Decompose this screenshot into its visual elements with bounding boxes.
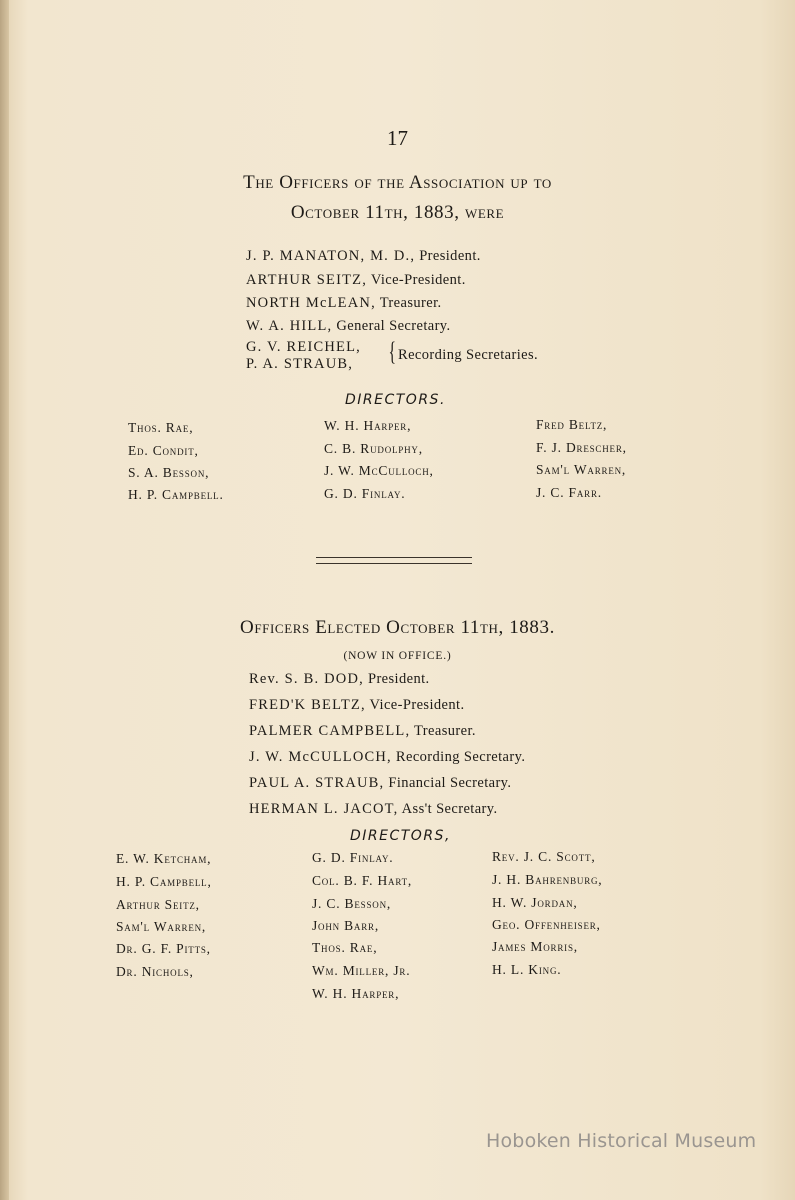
recording-secretary-name	[246, 339, 361, 356]
officer-role: Financial Secretary.	[388, 775, 512, 791]
directors-label: DIRECTORS.	[345, 392, 446, 408]
director-name: H. W. Jordan,	[492, 895, 578, 910]
director-name: H. P. Campbell,	[116, 874, 212, 889]
director-name: Geo. Offenheiser,	[492, 917, 601, 932]
director-name: C. B. Rudolphy,	[324, 441, 423, 456]
officer-role: Treasurer.	[379, 295, 442, 311]
director-name: J. C. Besson,	[312, 896, 392, 911]
recording-secretary-name	[246, 356, 353, 373]
officer-role: Vice-President.	[369, 697, 465, 713]
director-name: Thos. Rae,	[312, 940, 378, 955]
officer-role: General Secretary.	[336, 318, 451, 334]
director-name: Fred Beltz,	[536, 417, 608, 432]
officer-name: PALMER CAMPBELL,	[249, 723, 411, 739]
director-name: H. P. Campbell.	[128, 487, 224, 502]
directors-label: DIRECTORS,	[350, 828, 451, 844]
officer-row	[246, 272, 466, 289]
director-name: Sam'l Warren,	[536, 462, 627, 477]
officer-row	[249, 671, 430, 688]
officer-name: NORTH McLEAN,	[246, 295, 376, 311]
officer-row	[249, 723, 476, 740]
officer-name: J. P. MANATON, M. D.,	[246, 248, 416, 264]
director-name: J. H. Bahrenburg,	[492, 872, 603, 887]
officer-role: Vice-President.	[370, 272, 466, 288]
officer-name: HERMAN L. JACOT,	[249, 801, 399, 817]
divider-rule	[316, 563, 472, 564]
director-name: Sam'l Warren,	[116, 919, 207, 934]
section2-heading: Officers Elected October 11th, 1883.	[240, 617, 555, 638]
officer-name: J. W. McCULLOCH,	[249, 749, 392, 765]
officer-name: W. A. HILL,	[246, 318, 333, 334]
section1-heading-line1: The Officers of the Association up to	[243, 172, 552, 193]
museum-watermark: Hoboken Historical Museum	[486, 1130, 757, 1152]
officer-row	[246, 295, 442, 312]
director-name: Arthur Seitz,	[116, 897, 200, 912]
director-name: Ed. Condit,	[128, 443, 199, 458]
officer-role: Ass't Secretary.	[401, 801, 498, 817]
officer-name: P. A. STRAUB,	[246, 356, 354, 372]
officer-name: PAUL A. STRAUB,	[249, 775, 385, 791]
director-name: G. D. Finlay.	[324, 486, 406, 501]
officer-row	[246, 248, 481, 265]
director-name: Col. B. F. Hart,	[312, 873, 413, 888]
director-name: J. W. McCulloch,	[324, 463, 434, 478]
officer-role: President.	[419, 248, 481, 264]
divider-rule	[316, 557, 472, 558]
director-name: John Barr,	[312, 918, 380, 933]
recording-secretaries-role: Recording Secretaries.	[398, 347, 539, 363]
director-name: Rev. J. C. Scott,	[492, 849, 596, 864]
director-name: W. H. Harper,	[324, 418, 412, 433]
director-name: Thos. Rae,	[128, 420, 194, 435]
officer-role: Treasurer.	[414, 723, 476, 739]
officer-role: Recording Secretary.	[395, 749, 526, 765]
director-name: H. L. King.	[492, 962, 562, 977]
director-name: F. J. Drescher,	[536, 440, 627, 455]
director-name: James Morris,	[492, 939, 578, 954]
director-name: S. A. Besson,	[128, 465, 210, 480]
section1-heading-line2: October 11th, 1883, were	[290, 202, 505, 223]
director-name: G. D. Finlay.	[312, 850, 394, 865]
officer-name: ARTHUR SEITZ,	[246, 272, 368, 288]
director-name: Wm. Miller, Jr.	[312, 963, 411, 978]
officer-row	[246, 318, 451, 335]
director-name: W. H. Harper,	[312, 986, 400, 1001]
officer-role: President.	[367, 671, 430, 687]
officer-row	[249, 749, 525, 766]
brace-icon: {	[388, 337, 396, 366]
director-name: Dr. Nichols,	[116, 964, 194, 979]
officer-row	[249, 697, 464, 714]
officer-name: Rev. S. B. DOD,	[249, 671, 364, 687]
officer-row	[249, 775, 511, 792]
officer-name: G. V. REICHEL,	[246, 339, 361, 355]
director-name: J. C. Farr.	[536, 485, 602, 500]
officer-name: FRED'K BELTZ,	[249, 697, 366, 713]
director-name: E. W. Ketcham,	[116, 851, 212, 866]
director-name: Dr. G. F. Pitts,	[116, 941, 211, 956]
officer-row	[249, 801, 498, 818]
page-number: 17	[387, 126, 408, 150]
in-office-note: (NOW IN OFFICE.)	[343, 650, 452, 662]
